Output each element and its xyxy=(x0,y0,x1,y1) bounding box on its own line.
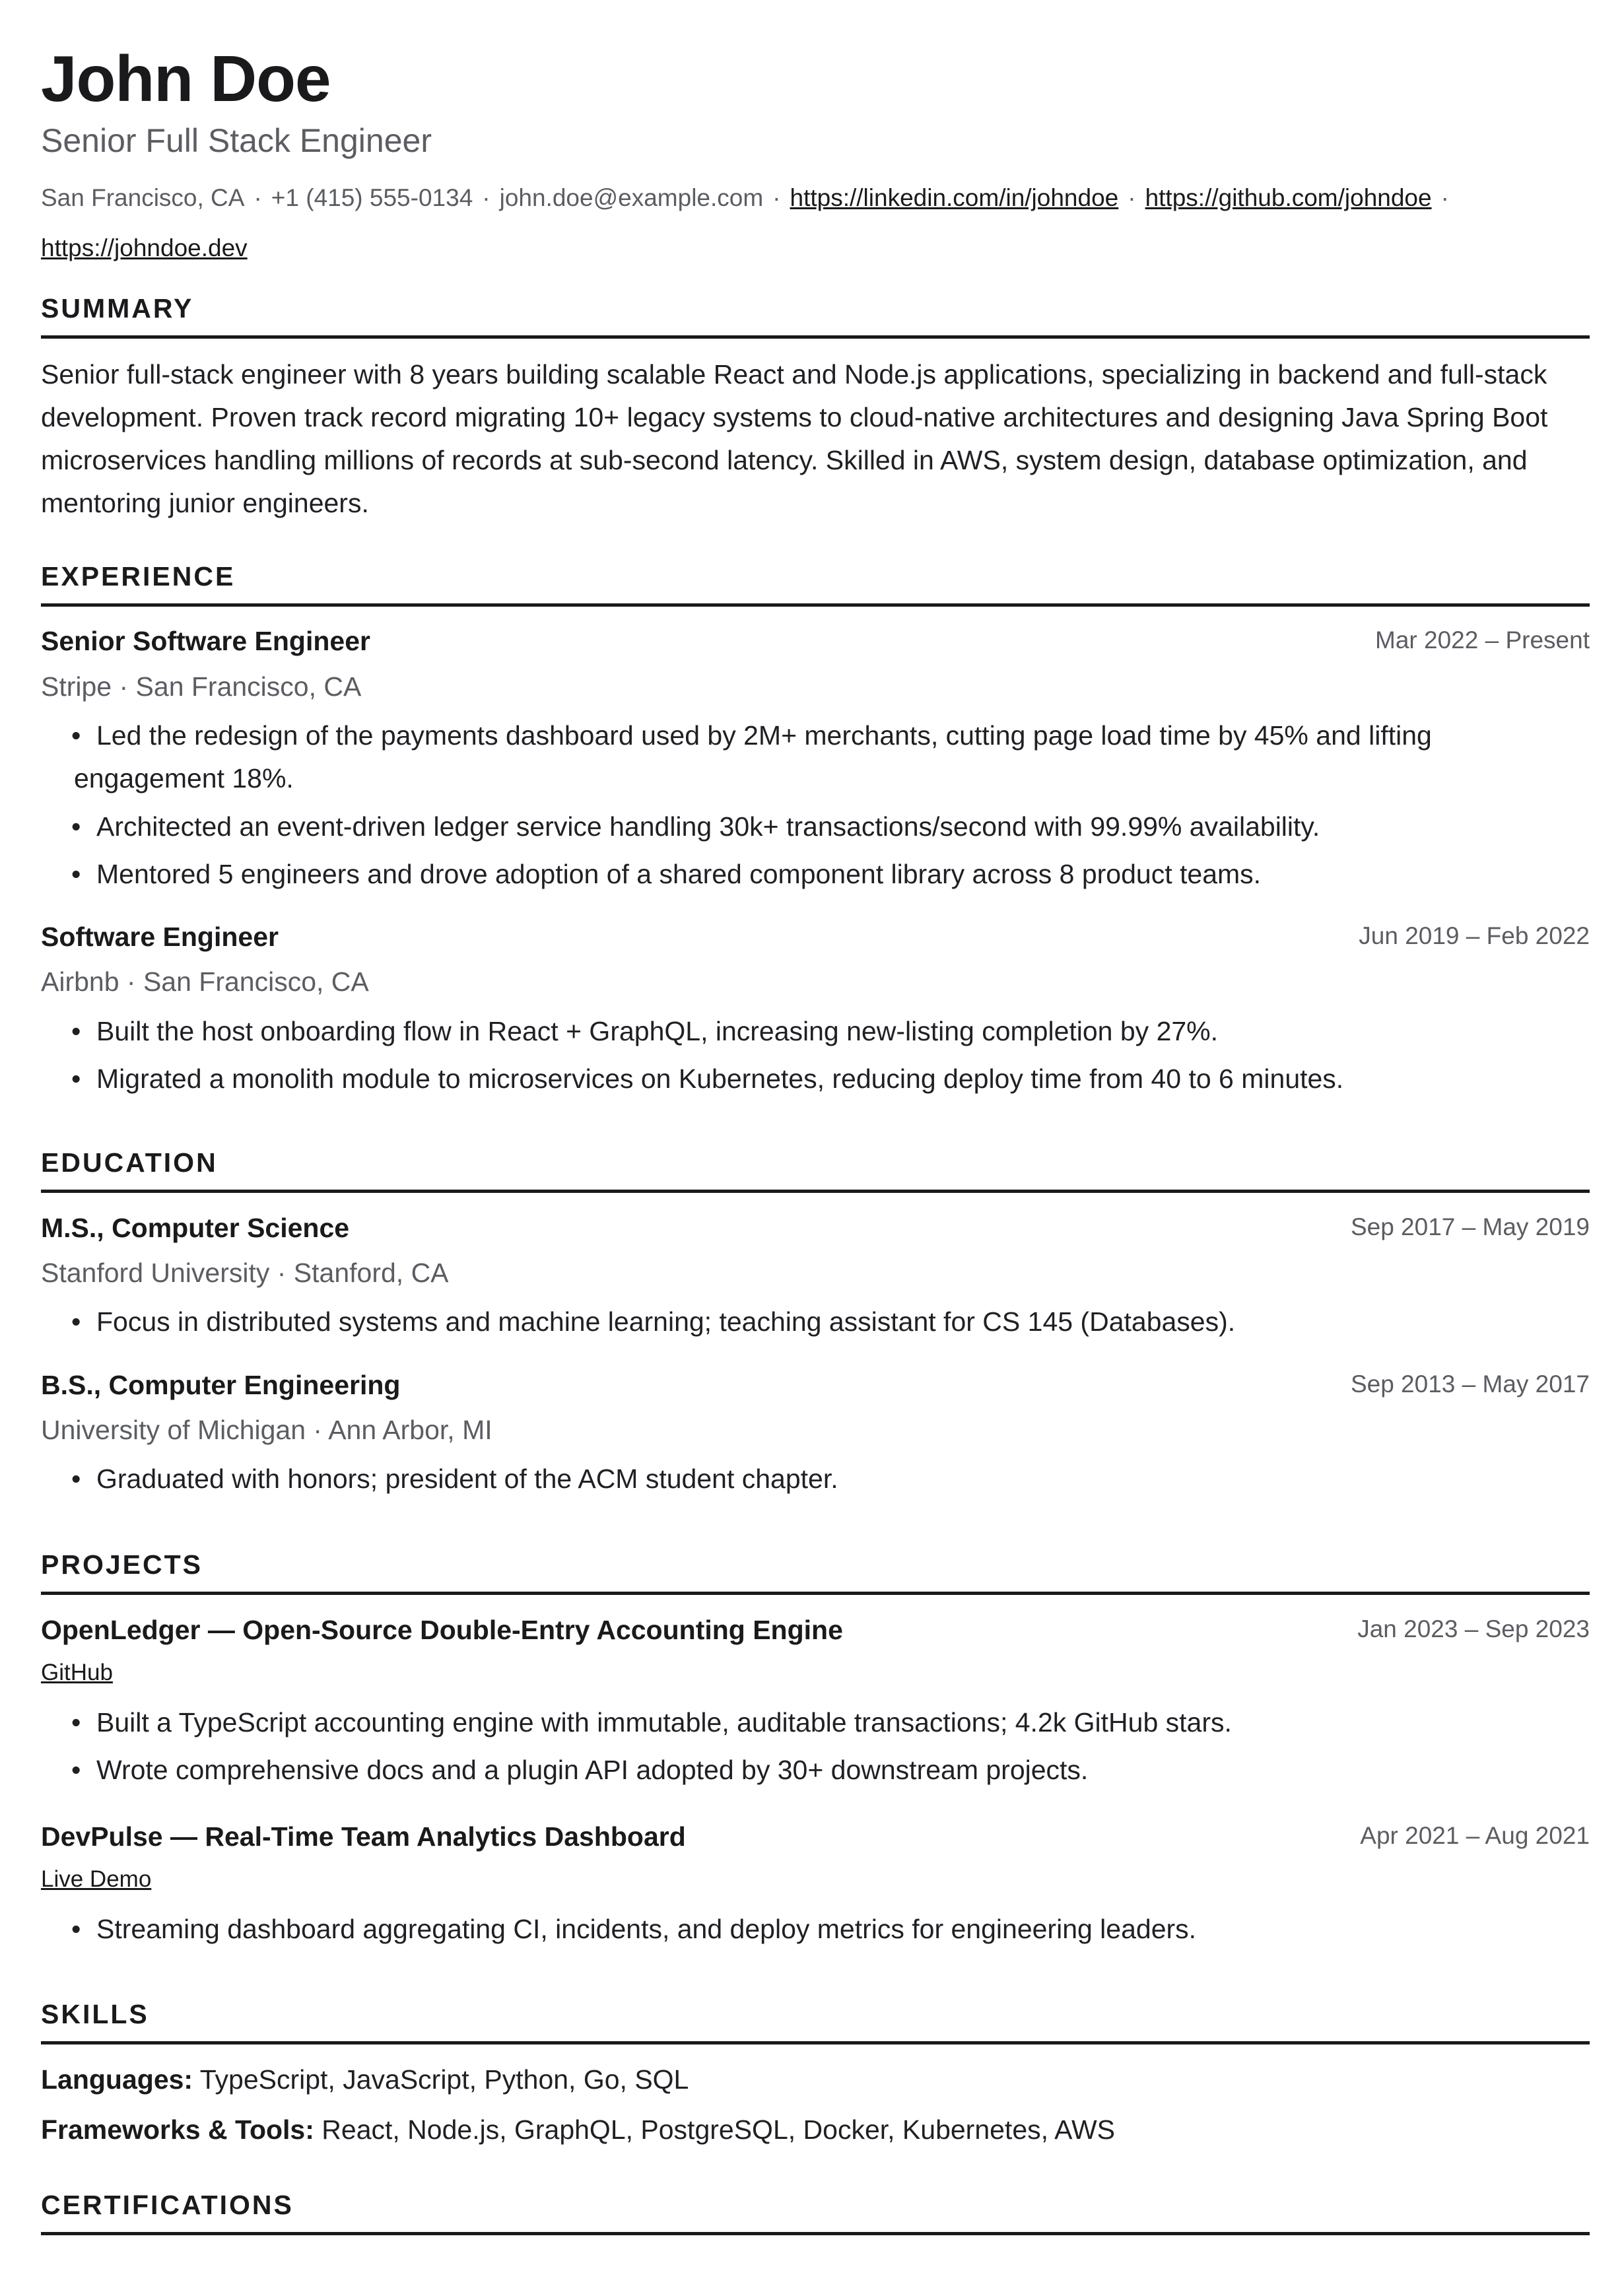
bullet-text: Streaming dashboard aggregating CI, incidents, and deploy metrics for engineering leaders. xyxy=(96,1914,1197,1944)
bullet-text: Led the redesign of the payments dashboard used by 2M+ merchants, cutting page load time by 45% and lifting engagement 18%. xyxy=(74,720,1432,793)
phone-text: +1 (415) 555-0134 xyxy=(271,184,473,211)
school-name: Stanford University · Stanford, CA xyxy=(41,1258,449,1288)
skill-label: Frameworks & Tools: xyxy=(41,2114,314,2145)
bullet-item xyxy=(71,1749,1586,1792)
section-divider xyxy=(41,603,1590,607)
separator: · xyxy=(772,184,781,211)
section-heading: EDUCATION xyxy=(41,1147,218,1178)
bullet-text: Wrote comprehensive docs and a plugin API adopted by 30+ downstream projects. xyxy=(96,1755,1089,1785)
job-dates: Jun 2019 – Feb 2022 xyxy=(1359,922,1590,949)
section-heading: EXPERIENCE xyxy=(41,561,236,591)
bullet-marker: • xyxy=(71,720,81,751)
bullet-text: Architected an event-driven ledger service handling 30k+ transactions/second with 99.99% availability. xyxy=(96,811,1320,842)
skill-value: TypeScript, JavaScript, Python, Go, SQL xyxy=(199,2064,689,2095)
job-employer: Airbnb · San Francisco, CA xyxy=(41,966,369,997)
email-text: john.doe@example.com xyxy=(499,184,764,211)
separator: · xyxy=(1440,184,1449,211)
candidate-name: John Doe xyxy=(41,42,331,115)
bullet-item xyxy=(71,1010,1586,1053)
degree-title: M.S., Computer Science xyxy=(41,1213,350,1243)
job-title: Senior Software Engineer xyxy=(41,626,370,656)
section-summary xyxy=(41,295,1590,322)
bullet-text: Built the host onboarding flow in React + GraphQL, increasing new-listing completion by 27%. xyxy=(96,1016,1219,1046)
section-projects xyxy=(41,1551,1590,1578)
section-skills xyxy=(41,2001,1590,2028)
bullet-marker: • xyxy=(71,1707,81,1738)
project-github-link[interactable]: GitHub xyxy=(41,1660,113,1685)
bullet-text: Built a TypeScript accounting engine with immutable, auditable transactions; 4.2k GitHub stars. xyxy=(96,1707,1232,1738)
candidate-headline: Senior Full Stack Engineer xyxy=(41,122,432,159)
bullet-marker: • xyxy=(71,859,81,889)
bullet-text: Migrated a monolith module to microservices on Kubernetes, reducing deploy time from 40 to 6 minutes. xyxy=(96,1064,1344,1094)
job-employer: Stripe · San Francisco, CA xyxy=(41,671,362,702)
bullet-item xyxy=(71,1300,1586,1343)
bullet-marker: • xyxy=(71,1016,81,1046)
bullet-marker: • xyxy=(71,1306,81,1337)
bullet-item xyxy=(71,714,1586,800)
website-link[interactable]: https://johndoe.dev xyxy=(41,234,248,261)
bullet-item xyxy=(71,1908,1586,1951)
bullet-marker: • xyxy=(71,1064,81,1094)
section-divider xyxy=(41,335,1590,339)
summary-text: Senior full-stack engineer with 8 years building scalable React and Node.js applications, specializing in backend and full-stack development. Proven track record migrating 10+ legacy systems to cloud-native architectures and designing Java Spring Boot microservices handling millions of records at sub-second latency. Skilled in AWS, system design, database optimization, and mentoring junior engineers. xyxy=(41,359,1548,518)
bullet-marker: • xyxy=(71,1464,81,1494)
section-education xyxy=(41,1149,1590,1176)
section-certifications xyxy=(41,2192,1590,2219)
skill-label: Languages: xyxy=(41,2064,193,2095)
bullet-text: Focus in distributed systems and machine learning; teaching assistant for CS 145 (Databases). xyxy=(96,1306,1236,1337)
contact-line xyxy=(41,173,1573,273)
project-title: OpenLedger — Open-Source Double-Entry Accounting Engine xyxy=(41,1615,843,1645)
job-title: Software Engineer xyxy=(41,922,279,952)
project-dates: Apr 2021 – Aug 2021 xyxy=(1360,1822,1590,1849)
bullet-item xyxy=(71,1058,1586,1100)
section-heading: SKILLS xyxy=(41,1999,149,2029)
project-dates: Jan 2023 – Sep 2023 xyxy=(1357,1615,1590,1642)
linkedin-link[interactable]: https://linkedin.com/in/johndoe xyxy=(790,184,1119,211)
project-demo-link[interactable]: Live Demo xyxy=(41,1866,152,1892)
section-heading: CERTIFICATIONS xyxy=(41,2190,294,2220)
bullet-marker: • xyxy=(71,811,81,842)
degree-dates: Sep 2017 – May 2019 xyxy=(1350,1213,1590,1240)
separator: · xyxy=(254,184,262,211)
job-dates: Mar 2022 – Present xyxy=(1375,626,1590,654)
section-experience xyxy=(41,563,1590,590)
bullet-marker: • xyxy=(71,1755,81,1785)
bullet-item xyxy=(71,805,1586,848)
separator: · xyxy=(1128,184,1136,211)
skill-row-frameworks xyxy=(41,2116,1115,2144)
github-link[interactable]: https://github.com/johndoe xyxy=(1145,184,1432,211)
location-text: San Francisco, CA xyxy=(41,184,245,211)
bullet-text: Graduated with honors; president of the ACM student chapter. xyxy=(96,1464,838,1494)
section-divider xyxy=(41,1190,1590,1193)
degree-title: B.S., Computer Engineering xyxy=(41,1370,401,1400)
skill-row-languages xyxy=(41,2066,689,2093)
section-divider xyxy=(41,1592,1590,1595)
section-divider xyxy=(41,2041,1590,2044)
bullet-marker: • xyxy=(71,1914,81,1944)
degree-dates: Sep 2013 – May 2017 xyxy=(1350,1370,1590,1398)
bullet-item xyxy=(71,1458,1586,1501)
bullet-item xyxy=(71,1701,1586,1744)
section-divider xyxy=(41,2232,1590,2235)
skill-value: React, Node.js, GraphQL, PostgreSQL, Docker, Kubernetes, AWS xyxy=(321,2114,1116,2145)
bullet-text: Mentored 5 engineers and drove adoption of a shared component library across 8 product teams. xyxy=(96,859,1262,889)
section-heading: SUMMARY xyxy=(41,293,194,323)
project-title: DevPulse — Real-Time Team Analytics Dashboard xyxy=(41,1821,686,1852)
school-name: University of Michigan · Ann Arbor, MI xyxy=(41,1415,492,1445)
bullet-item xyxy=(71,853,1586,896)
separator: · xyxy=(482,184,491,211)
section-heading: PROJECTS xyxy=(41,1549,203,1580)
